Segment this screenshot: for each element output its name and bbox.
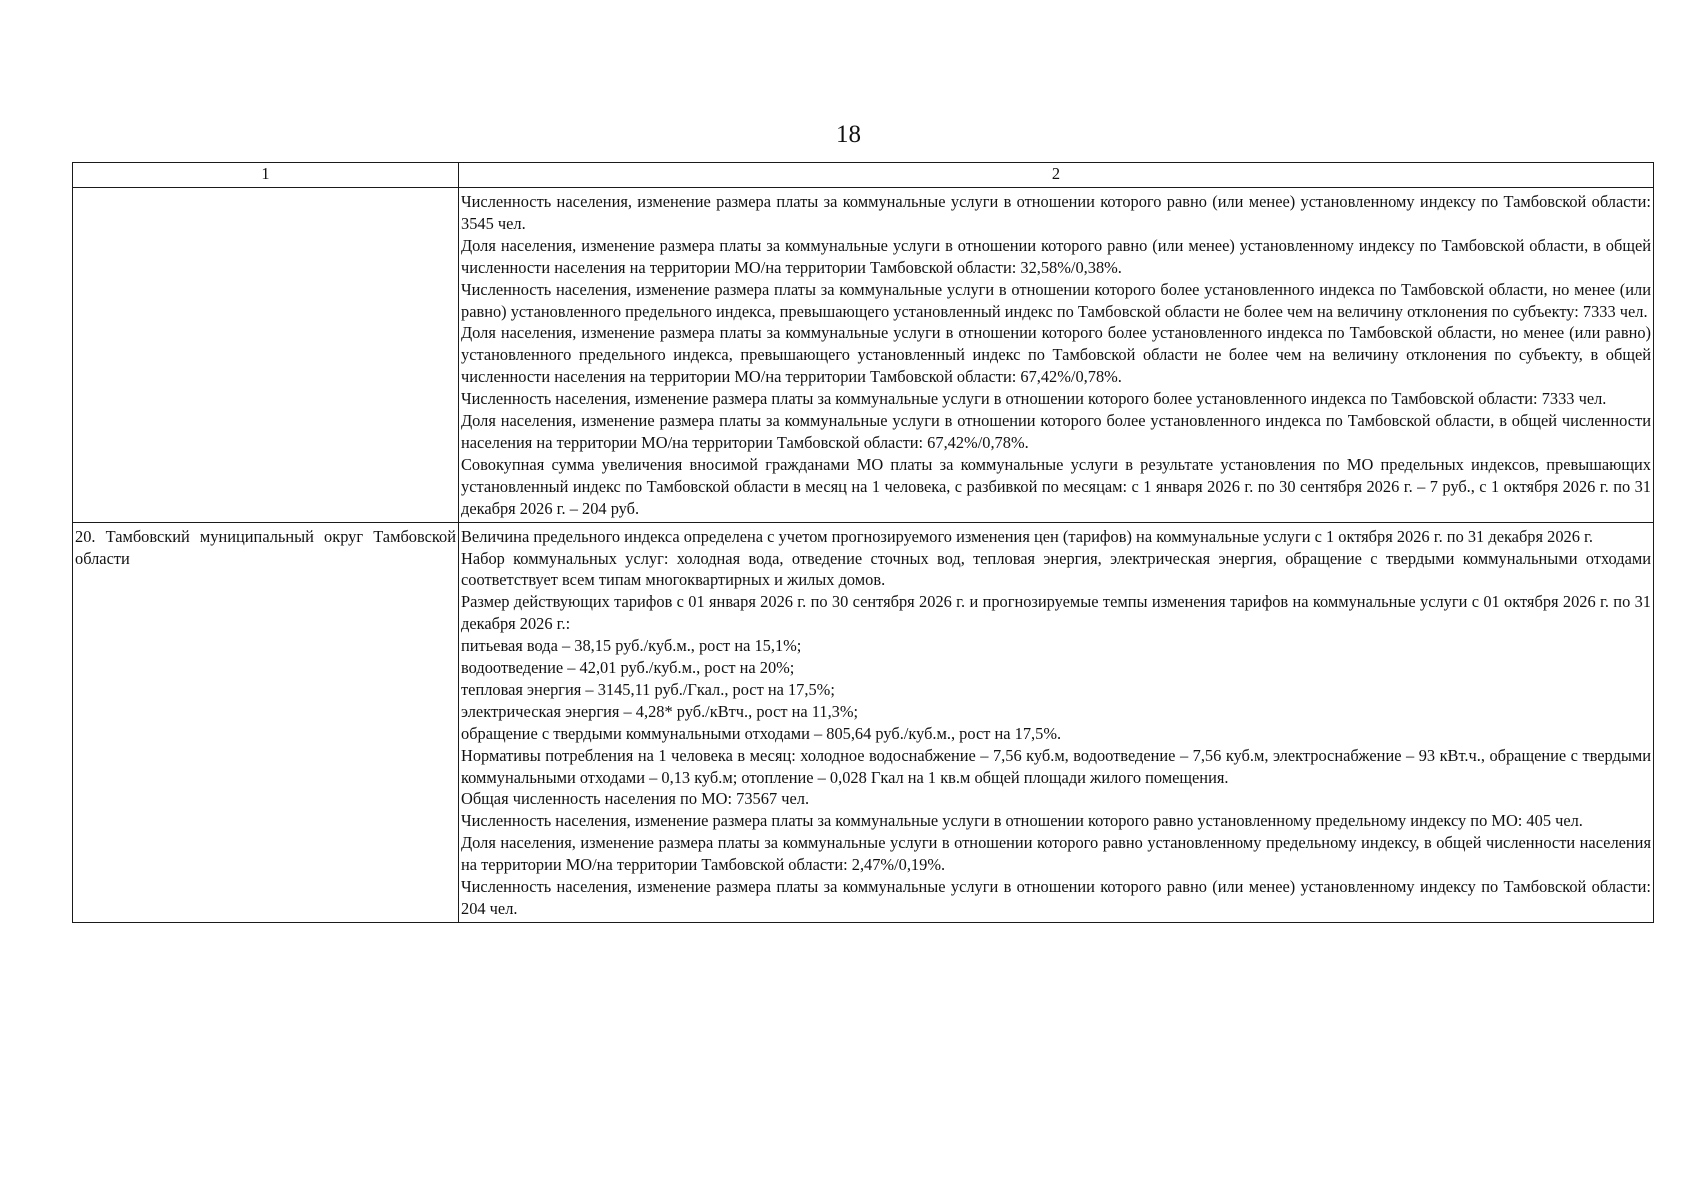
details-paragraph: Численность населения, изменение размера платы за коммунальные услуги в отношении которого равно (или менее) установленному индексу по Тамбовской области: 3545 чел.	[461, 192, 1651, 233]
details-paragraph: Численность населения, изменение размера платы за коммунальные услуги в отношении которого более установленного индекса по Тамбовской области, но менее (или равно) установленного предельного индекса, превышающего установленный индекс по Тамбовской области не более чем на величину отклонения по субъекту: 7333 чел.	[461, 279, 1651, 321]
details-paragraph: Численность населения, изменение размера платы за коммунальные услуги в отношении которого более установленного индекса по Тамбовской области: 7333 чел.	[461, 389, 1607, 409]
details-paragraph: Доля населения, изменение размера платы за коммунальные услуги в отношении которого более установленного индекса по Тамбовской области, но менее (или равно) установленного предельного индекса, превышающего установленный индекс по Тамбовской области не более чем на величину отклонения по субъекту, в общей численности населения на территории МО/на территории Тамбовской области: 67,42%/0,78%.	[461, 323, 1651, 387]
details-paragraph: Совокупная сумма увеличения вносимой гражданами МО платы за коммунальные услуги в результате установления по МО предельных индексов, превышающих установленный индекс по Тамбовской области в месяц на 1 человека, с разбивкой по месяцам: с 1 января 2026 г. по 30 сентября 2026 г. – 7 руб., с 1 октября 2026 г. по 31 декабря 2026 г. – 204 руб.	[461, 454, 1651, 518]
column-header-1: 1	[73, 163, 459, 188]
details-cell	[459, 188, 1654, 523]
municipality-name: 20. Тамбовский муниципальный округ Тамбовской области	[75, 526, 456, 568]
details-paragraph: Общая численность населения по МО: 73567 чел.	[461, 789, 810, 809]
tariff-item: водоотведение – 42,01 руб./куб.м., рост на 20%;	[461, 658, 795, 678]
details-paragraph: Набор коммунальных услуг: холодная вода, отведение сточных вод, тепловая энергия, электрическая энергия, обращение с твердыми коммунальными отходами соответствует всем типам многоквартирных и жилых домов.	[461, 548, 1651, 590]
details-paragraph: Величина предельного индекса определена с учетом прогнозируемого изменения цен (тарифов) на коммунальные услуги с 1 октября 2026 г. по 31 декабря 2026 г.	[461, 526, 1593, 546]
tariff-item: обращение с твердыми коммунальными отходами – 805,64 руб./куб.м., рост на 17,5%.	[461, 723, 1062, 743]
municipality-cell	[73, 188, 459, 523]
document-table	[72, 162, 1654, 923]
tariff-item: электрическая энергия – 4,28* руб./кВтч., рост на 11,3%;	[461, 701, 859, 721]
details-paragraph: Численность населения, изменение размера платы за коммунальные услуги в отношении которого равно (или менее) установленному индексу по Тамбовской области: 204 чел.	[461, 877, 1651, 918]
details-paragraph: Размер действующих тарифов с 01 января 2026 г. по 30 сентября 2026 г. и прогнозируемые темпы изменения тарифов на коммунальные услуги с 01 октября 2026 г. по 31 декабря 2026 г.:	[461, 592, 1651, 634]
details-paragraph: Доля населения, изменение размера платы за коммунальные услуги в отношении которого более установленного индекса по Тамбовской области, в общей численности населения на территории МО/на территории Тамбовской области: 67,42%/0,78%.	[461, 411, 1651, 452]
tariff-item: питьевая вода – 38,15 руб./куб.м., рост на 15,1%;	[461, 636, 802, 656]
municipality-cell	[73, 522, 459, 922]
column-header-2: 2	[459, 163, 1654, 188]
details-paragraph: Численность населения, изменение размера платы за коммунальные услуги в отношении которого равно установленному предельному индексу по МО: 405 чел.	[461, 811, 1583, 831]
details-paragraph: Доля населения, изменение размера платы за коммунальные услуги в отношении которого равно (или менее) установленному индексу по Тамбовской области, в общей численности населения на территории МО/на территории Тамбовской области: 32,58%/0,38%.	[461, 235, 1651, 277]
details-paragraph: Доля населения, изменение размера платы за коммунальные услуги в отношении которого равно установленному предельному индексу, в общей численности населения на территории МО/на территории Тамбовской области: 2,47%/0,19%.	[461, 833, 1651, 875]
details-paragraph: Нормативы потребления на 1 человека в месяц: холодное водоснабжение – 7,56 куб.м, водоотведение – 7,56 куб.м, электроснабжение – 93 кВт.ч., обращение с твердыми коммунальными отходами – 0,13 куб.м; отопление – 0,028 Гкал на 1 кв.м общей площади жилого помещения.	[461, 745, 1651, 787]
table-row	[73, 522, 1654, 922]
tariff-item: тепловая энергия – 3145,11 руб./Гкал., рост на 17,5%;	[461, 679, 835, 699]
table-row	[73, 188, 1654, 523]
details-cell	[459, 522, 1654, 922]
page-number: 18	[836, 121, 861, 148]
table-header-row	[73, 163, 1654, 188]
